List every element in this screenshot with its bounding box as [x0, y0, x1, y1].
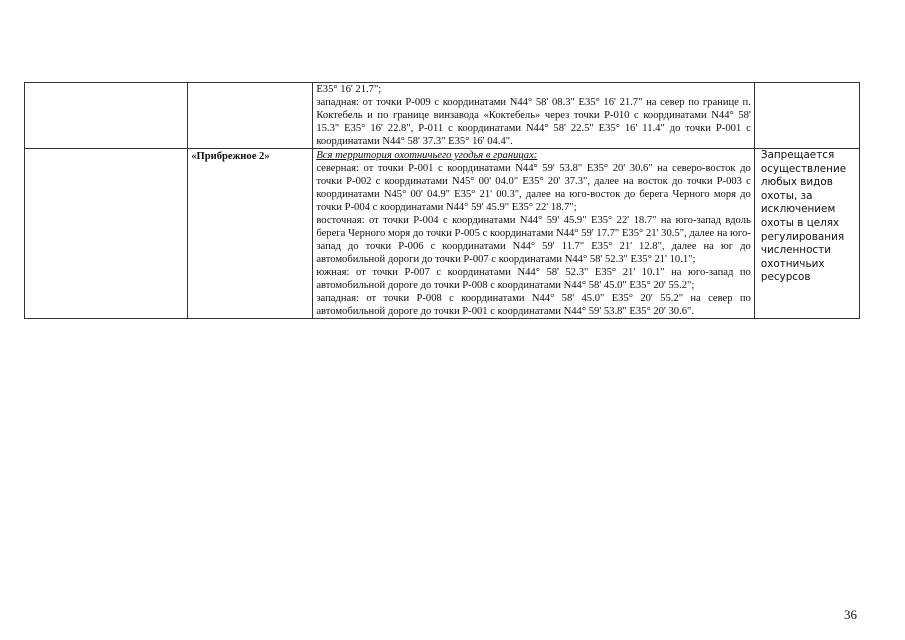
boundary-south: южная: от точки Р-007 с координатами N44° 58' 52.3" E35° 21' 10.1" на юго-запад по автомобильной дороге до точки Р-008 с координатами N44° 58' 45.0" E35° 20' 55.2"; [316, 267, 751, 291]
cell-empty [25, 149, 188, 319]
boundary-west: западная: от точки Р-008 с координатами N44° 58' 45.0" E35° 20' 55.2" на север по автомобильной дороге до точки Р-001 с координатами N44° 59' 53.8" E35° 20' 30.6". [316, 293, 751, 317]
boundary-line: E35° 16' 21.7"; [316, 84, 382, 95]
cell-name [188, 149, 313, 319]
restriction-note: Запрещается осуществление любых видов охоты, за исключением охоты в целях регулирования численности охотничьих ресурсов [760, 149, 847, 284]
cell-empty [25, 83, 188, 149]
boundary-east: восточная: от точки Р-004 с координатами N44° 59' 45.9" E35° 22' 18.7" на юго-запад вдоль берега Черного моря до точки Р-005 с координатами N44° 59' 17.7" E35° 21' 30.5", далее на юго-запад до точки Р-006 с координатами N44° 59' 11.7" E35° 21' 12.8", далее на юг до автомобильной дороги до точки Р-007 с координатами N44° 58' 52.3" E35° 21' 10.1"; [316, 215, 751, 265]
boundary-west: западная: от точки Р-009 с координатами N44° 58' 08.3" E35° 16' 21.7" на север по границе п. Коктебель и по границе винзавода «Коктебель» через точки Р-010 с координатами N44° 58' 15.3" E35° 16' 22.8", Р-011 с координатами N44° 58' 22.5" E35° 16' 11.4" до точки Р-001 с координатами N44° 58' 37.3" E35° 16' 04.4". [316, 97, 751, 147]
hunting-grounds-table [24, 82, 860, 319]
page-number: 36 [844, 607, 857, 622]
boundary-north: северная: от точки Р-001 с координатами N44° 59' 53.8" E35° 20' 30.6" на северо-восток до точки Р-002 с координатами N45° 00' 04.0" E35° 20' 37.3", далее на восток до точки Р-003 с координатами N45° 00' 04.9" E35° 21' 00.3", далее на юго-восток до берега Черного моря до точки Р-004 с координатами N44° 59' 45.9" E35° 22' 18.7"; [316, 163, 751, 213]
ground-name: «Прибрежное 2» [191, 151, 270, 162]
cell-boundaries [313, 149, 755, 319]
cell-restrictions [754, 149, 859, 319]
cell-name [188, 83, 313, 149]
table-row [25, 83, 860, 149]
table-row [25, 149, 860, 319]
boundaries-heading: Вся территория охотничьего угодья в границах: [316, 150, 538, 161]
cell-boundaries [313, 83, 755, 149]
cell-restrictions [754, 83, 859, 149]
